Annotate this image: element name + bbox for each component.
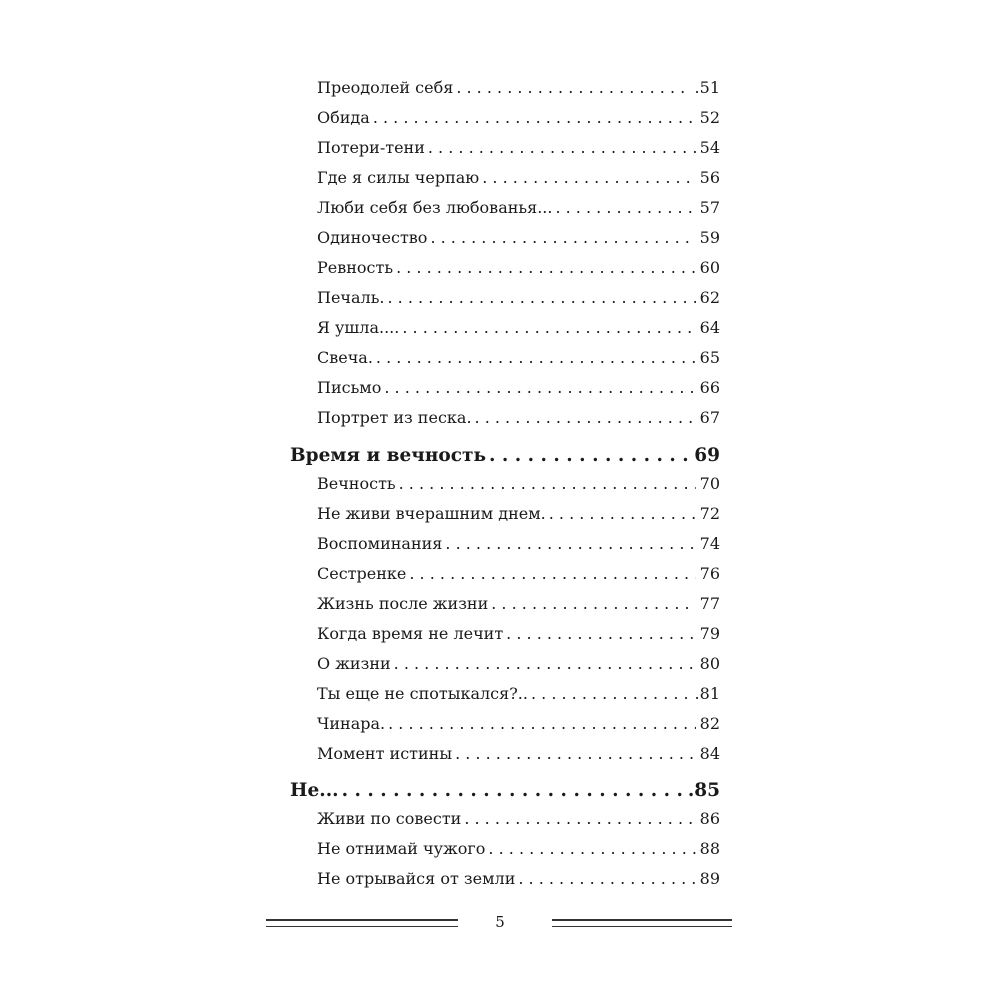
toc-entry-page: 76 — [699, 564, 720, 583]
toc-entry-page: 65 — [699, 348, 720, 367]
dot-leader — [549, 504, 696, 523]
toc-entry — [317, 624, 720, 648]
toc-entry-page: 62 — [699, 288, 720, 307]
toc-entry-title: Чинара. — [317, 714, 386, 733]
toc-entry-title: Ревность — [317, 258, 394, 277]
toc-entry-title: Одиночество — [317, 228, 428, 247]
toc-entry-title: Не отрывайся от земли — [317, 869, 516, 888]
toc-entry-title: Свеча. — [317, 348, 373, 367]
toc-entry-title: Преодолей себя — [317, 78, 454, 97]
toc-entry — [317, 198, 720, 222]
toc-entry-title: Где я силы черпаю — [317, 168, 480, 187]
toc-entry — [317, 378, 720, 402]
dot-leader — [384, 378, 695, 397]
toc-entry-page: 64 — [699, 318, 720, 337]
toc-entry — [317, 318, 720, 342]
toc-entry-title: Воспоминания — [317, 534, 443, 553]
toc-entry-page: 67 — [699, 408, 720, 427]
dot-leader — [555, 198, 695, 217]
dot-leader — [396, 258, 696, 277]
toc-entry — [317, 744, 720, 768]
toc-entry — [317, 564, 720, 588]
dot-leader — [456, 78, 690, 97]
section-page: .85 — [687, 780, 720, 801]
toc-entry-page: 59 — [699, 228, 720, 247]
toc-entry — [317, 138, 720, 162]
toc-entry-title: Не отнимай чужого — [317, 839, 486, 858]
toc-entry-page: 79 — [699, 624, 720, 643]
toc-entry-page: 60 — [699, 258, 720, 277]
toc-entry — [317, 348, 720, 372]
dot-leader — [489, 445, 690, 466]
section-page: 69 — [694, 445, 720, 466]
dot-leader — [488, 839, 695, 858]
toc-entry-title: Печаль. — [317, 288, 385, 307]
dot-leader — [482, 168, 695, 187]
dot-leader — [428, 138, 696, 157]
toc-entry — [317, 869, 720, 893]
dot-leader — [531, 684, 691, 703]
toc-entry-title: Потери-тени — [317, 138, 425, 157]
toc-entry-title: Я ушла.... — [317, 318, 400, 337]
toc-entry — [317, 168, 720, 192]
toc-entry-title: Жизнь после жизни — [317, 594, 489, 613]
toc-entry — [317, 228, 720, 252]
dot-leader — [409, 564, 695, 583]
dot-leader — [430, 228, 695, 247]
dot-leader — [342, 780, 684, 801]
toc-entry-title: Когда время не лечит — [317, 624, 504, 643]
toc-entry — [317, 474, 720, 498]
toc-entry-page: 80 — [699, 654, 720, 673]
toc-entry — [317, 684, 720, 708]
toc-entry — [317, 534, 720, 558]
dot-leader — [376, 348, 696, 367]
dot-leader — [518, 869, 695, 888]
toc-entry-page: 54 — [699, 138, 720, 157]
toc-entry-title: О жизни — [317, 654, 391, 673]
dot-leader — [388, 714, 696, 733]
toc-entry — [317, 408, 720, 432]
dot-leader — [399, 474, 696, 493]
toc-entry-title: Письмо — [317, 378, 382, 397]
toc-entry-page: 66 — [699, 378, 720, 397]
toc-entry — [317, 654, 720, 678]
dot-leader — [388, 288, 696, 307]
toc-entry-title: Люби себя без любованья... — [317, 198, 553, 217]
toc-entry-page: 82 — [699, 714, 720, 733]
toc-entry-page: 84 — [699, 744, 720, 763]
toc-entry-page: 56 — [699, 168, 720, 187]
dot-leader — [491, 594, 695, 613]
toc-entry-page: 70 — [699, 474, 720, 493]
toc-section-heading — [290, 780, 720, 808]
toc-entry-title: Не живи вчерашним днем. — [317, 504, 546, 523]
toc-entry — [317, 714, 720, 738]
toc-entry-page: 77 — [699, 594, 720, 613]
section-title: Не... — [290, 780, 339, 801]
toc-entry-page: 88 — [699, 839, 720, 858]
toc-entry — [317, 809, 720, 833]
toc-entry-page: 57 — [699, 198, 720, 217]
toc-entry — [317, 504, 720, 528]
footer-rule-right — [552, 919, 732, 927]
toc-entry-title: Портрет из песка. — [317, 408, 472, 427]
dot-leader — [464, 809, 695, 828]
toc-entry — [317, 594, 720, 618]
page-number: 5 — [495, 913, 505, 931]
toc-entry-title: Обида — [317, 108, 370, 127]
toc-entry — [317, 108, 720, 132]
toc-entry-title: Ты еще не спотыкался?.. — [317, 684, 528, 703]
toc-entry-page: 89 — [699, 869, 720, 888]
toc-entry-title: Момент истины — [317, 744, 453, 763]
dot-leader — [373, 108, 696, 127]
dot-leader — [394, 654, 696, 673]
dot-leader — [475, 408, 696, 427]
toc-entry-page: 74 — [699, 534, 720, 553]
dot-leader — [506, 624, 695, 643]
footer-rule-left — [266, 919, 458, 927]
section-title: Время и вечность — [290, 445, 487, 466]
toc-entry — [317, 78, 720, 102]
toc-entry-page: .51 — [694, 78, 720, 97]
toc-entry — [317, 839, 720, 863]
toc-entry — [317, 258, 720, 282]
toc-entry-page: .81 — [694, 684, 720, 703]
toc-entry — [317, 288, 720, 312]
dot-leader — [455, 744, 696, 763]
dot-leader — [402, 318, 695, 337]
dot-leader — [445, 534, 695, 553]
toc-entry-title: Вечность — [317, 474, 396, 493]
toc-section-heading — [290, 445, 720, 473]
toc-entry-title: Сестренке — [317, 564, 407, 583]
toc-entry-title: Живи по совести — [317, 809, 462, 828]
toc-entry-page: 52 — [699, 108, 720, 127]
toc-entry-page: 72 — [699, 504, 720, 523]
toc-entry-page: 86 — [699, 809, 720, 828]
